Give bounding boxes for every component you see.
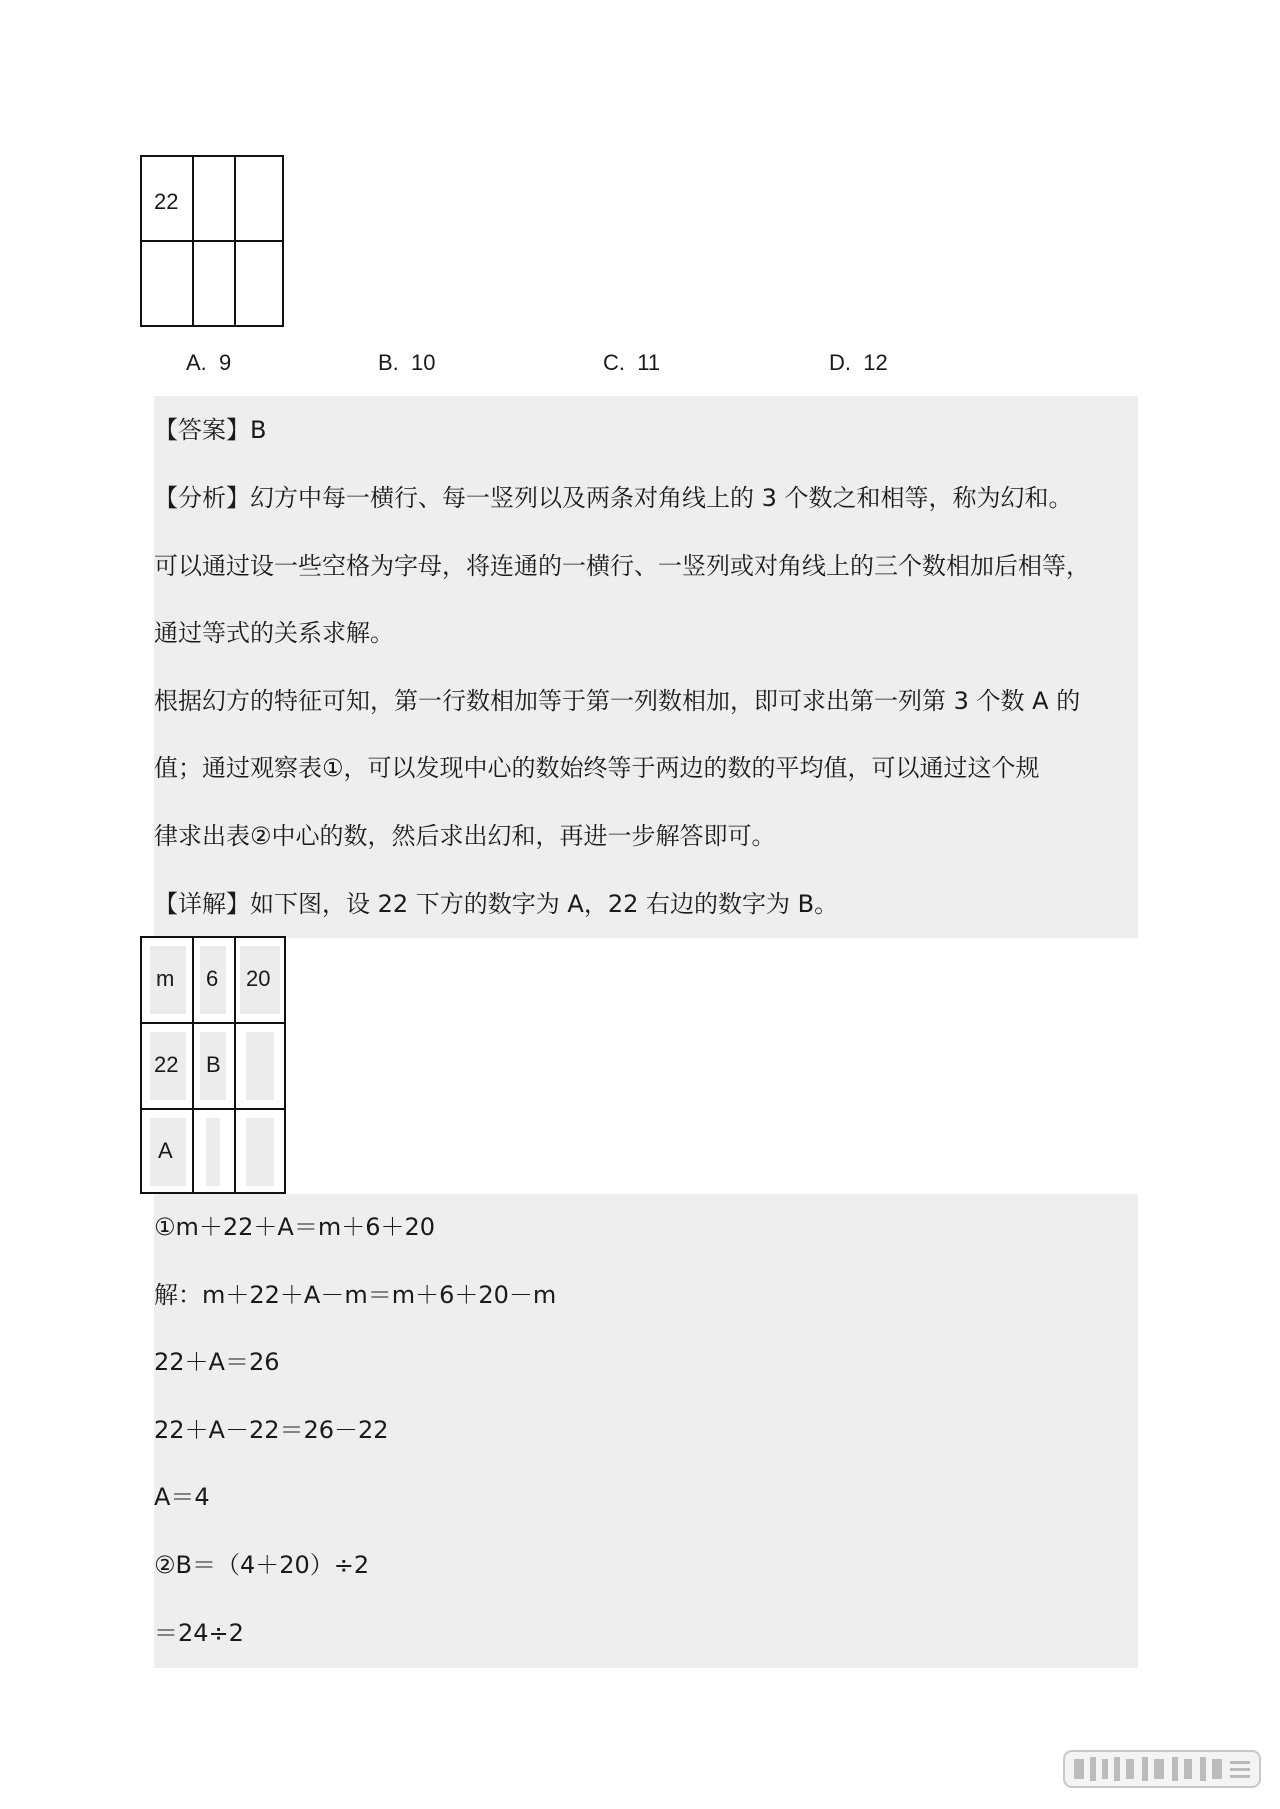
- grid2-cell-r1c2: 6: [206, 966, 219, 991]
- option-c[interactable]: C. 11: [603, 350, 661, 375]
- analysis-panel: [154, 396, 1138, 938]
- solution-line-7: ＝24÷2: [154, 1619, 244, 1647]
- solution-line-5: A＝4: [154, 1483, 210, 1511]
- magic-square-grid-2: [140, 936, 286, 1194]
- solution-line-4: 22＋A－22＝26－22: [154, 1416, 389, 1444]
- option-d[interactable]: D. 12: [829, 350, 888, 375]
- solution-line-1: ①m＋22＋A＝m＋6＋20: [154, 1213, 436, 1241]
- solution-line-2: 解：m＋22＋A－m＝m＋6＋20－m: [154, 1281, 557, 1309]
- solution-line-6: ②B＝（4＋20）÷2: [154, 1551, 370, 1579]
- analysis-line-6: 律求出表②中心的数，然后求出幻和，再进一步解答即可。: [154, 822, 776, 850]
- analysis-line-1: 【分析】幻方中每一横行、每一竖列以及两条对角线上的 3 个数之和相等，称为幻和。: [154, 484, 1073, 512]
- analysis-line-2: 可以通过设一些空格为字母，将连通的一横行、一竖列或对角线上的三个数相加后相等，: [154, 552, 1090, 580]
- option-a[interactable]: A. 9: [186, 350, 232, 375]
- detail-line: 【详解】如下图，设 22 下方的数字为 A，22 右边的数字为 B。: [154, 890, 839, 918]
- watermark-logo-icon: [1062, 1747, 1262, 1791]
- grid2-cell-r1c3: 20: [246, 966, 271, 991]
- grid2-cell-r2c2: B: [206, 1052, 221, 1077]
- analysis-line-4: 根据幻方的特征可知，第一行数相加等于第一列数相加，即可求出第一列第 3 个数 A 的: [154, 687, 1081, 715]
- grid2-cell-r1c1: m: [156, 966, 175, 991]
- solution-line-3: 22＋A＝26: [154, 1348, 280, 1376]
- answer-line: 【答案】B: [154, 416, 267, 444]
- analysis-line-3: 通过等式的关系求解。: [154, 619, 394, 647]
- grid1-cell-r1c1: 22: [154, 189, 179, 214]
- magic-square-grid-1: [140, 155, 284, 327]
- grid2-cell-r2c1: 22: [154, 1052, 179, 1077]
- answer-options: [0, 350, 1280, 380]
- analysis-line-5: 值；通过观察表①，可以发现中心的数始终等于两边的数的平均值，可以通过这个规: [154, 754, 1040, 782]
- option-b[interactable]: B. 10: [378, 350, 436, 375]
- grid2-cell-r3c1: A: [158, 1138, 173, 1163]
